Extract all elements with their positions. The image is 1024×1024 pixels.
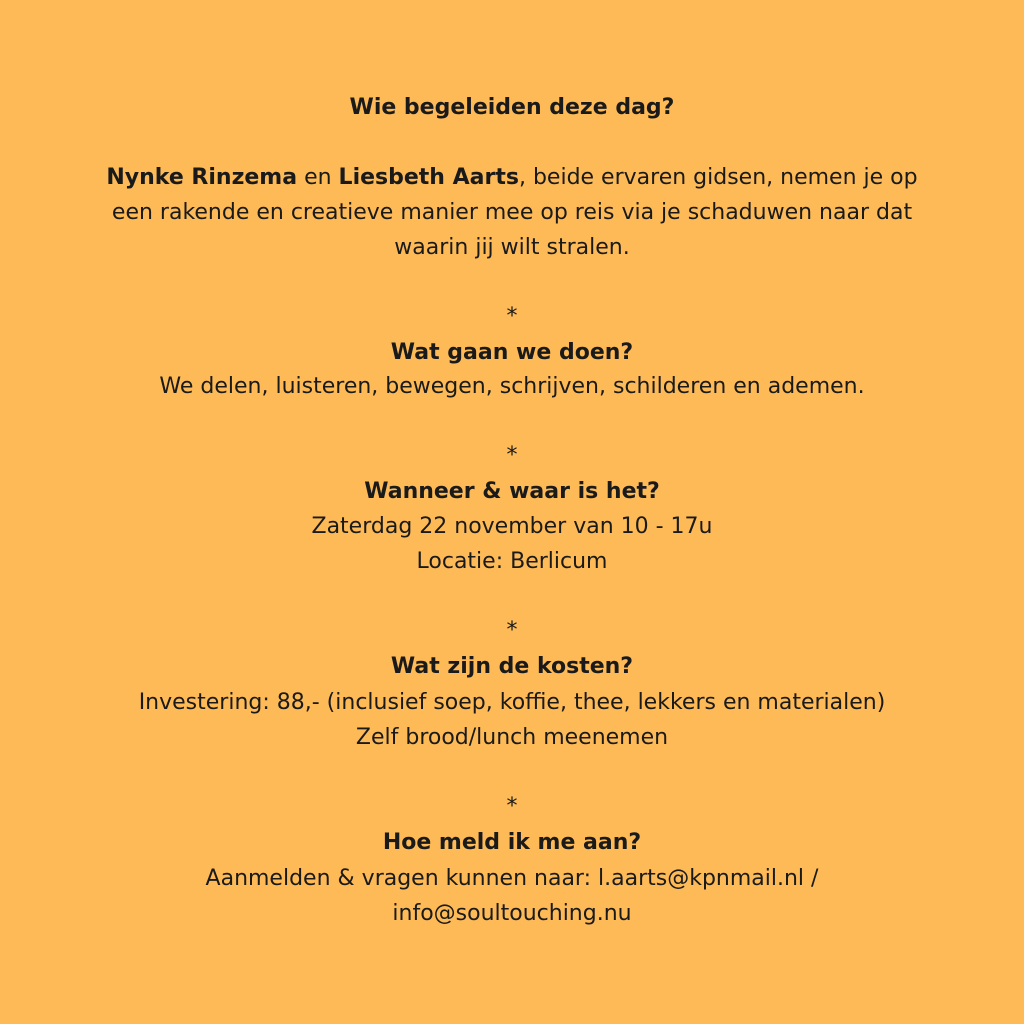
guide-name-nynke: Nynke Rinzema [106, 165, 298, 190]
guides-line-2: een rakende en creatieve manier mee op reis via je schaduwen naar dat [111, 200, 913, 225]
guides-line-1 [0, 161, 1024, 195]
costs-investment: Investering: 88,- (inclusief soep, koffie, thee, lekkers en materialen) [138, 690, 886, 715]
costs-heading: Wat zijn de kosten? [390, 654, 634, 679]
guides-line-1-rest: , beide ervaren gidsen, nemen je op [518, 165, 918, 190]
separator-star: * [506, 304, 518, 329]
activities-text: We delen, luisteren, bewegen, schrijven, schilderen en ademen. [159, 374, 865, 399]
guides-conjunction: en [297, 165, 339, 190]
separator-star: * [506, 794, 518, 819]
signup-intro: Aanmelden & vragen kunnen naar: [205, 866, 598, 891]
signup-heading: Hoe meld ik me aan? [382, 830, 642, 855]
email-link-laarts[interactable]: l.aarts@kpnmail.nl [598, 866, 805, 891]
guides-line-3: waarin jij wilt stralen. [394, 235, 630, 260]
signup-slash: / [804, 866, 819, 891]
email-link-soultouching[interactable]: info@soultouching.nu [392, 901, 632, 926]
event-date: Zaterdag 22 november van 10 - 17u [311, 514, 713, 539]
signup-line-2 [0, 897, 1024, 931]
signup-line-1 [0, 862, 1024, 896]
when-where-heading: Wanneer & waar is het? [364, 479, 660, 504]
separator-star: * [506, 443, 518, 468]
activities-heading: Wat gaan we doen? [390, 340, 634, 365]
separator-star: * [506, 618, 518, 643]
costs-lunch: Zelf brood/lunch meenemen [355, 725, 669, 750]
guides-heading: Wie begeleiden deze dag? [349, 95, 675, 120]
guide-name-liesbeth: Liesbeth Aarts [338, 165, 519, 190]
event-location: Locatie: Berlicum [416, 549, 608, 574]
